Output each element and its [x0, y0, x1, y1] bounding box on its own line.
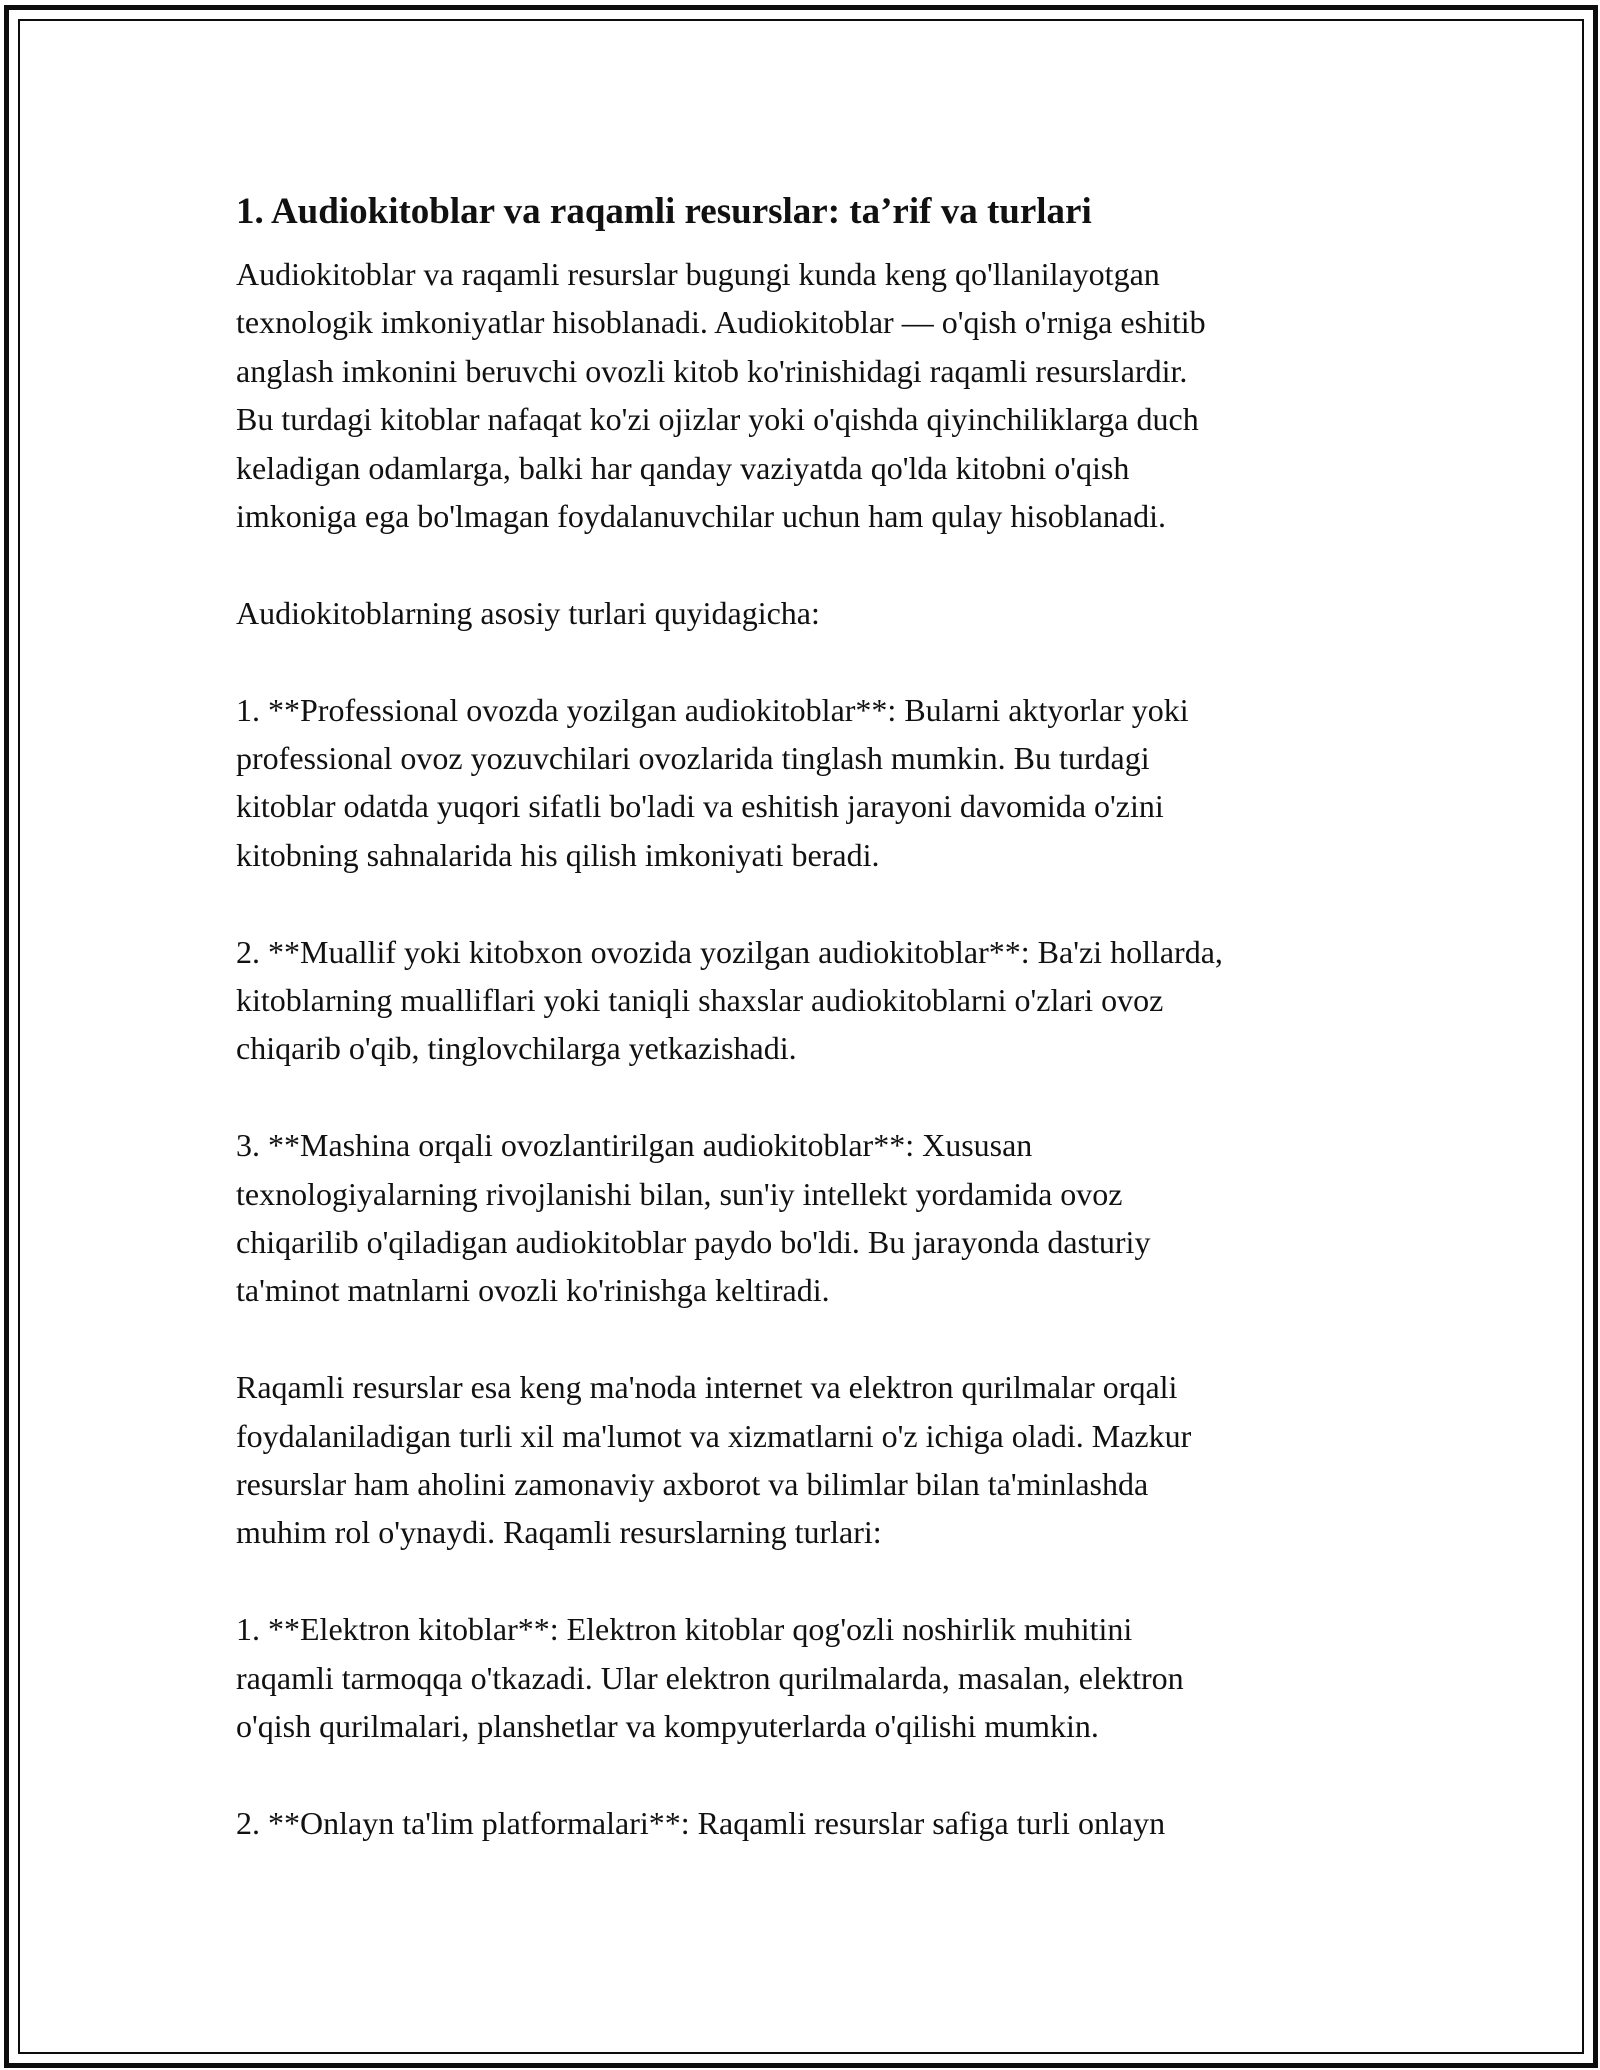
section-heading: 1. Audiokitoblar va raqamli resurslar: ta’rif va turlari	[236, 191, 1092, 232]
paragraph-intro: Audiokitoblar va raqamli resurslar bugungi kunda keng qo'llanilayotgan texnologik imkoniyatlar hisoblanadi. Audiokitoblar — o'qish o'rniga eshitib anglash imkonini beruvchi ovozli kitob ko'rinishidagi raqamli resurslardir. Bu turdagi kitoblar nafaqat ko'zi ojizlar yoki o'qishda qiyinchiliklarga duch keladigan odamlarga, balki har qanday vaziyatda qo'lda kitobni o'qish imkoniga ega bo'lmagan foydalanuvchilar uchun ham qulay hisoblanadi.	[236, 256, 1206, 535]
document-body	[236, 186, 1386, 1847]
paragraph-digital-resources: Raqamli resurslar esa keng ma'noda internet va elektron qurilmalar orqali foydalaniladigan turli xil ma'lumot va xizmatlarni o'z ichiga oladi. Mazkur resurslar ham aholini zamonaviy axborot va bilimlar bilan ta'minlashda muhim rol o'ynaydi. Raqamli resurslarning turlari:	[236, 1369, 1192, 1551]
paragraph-audiobook-types-lead: Audiokitoblarning asosiy turlari quyidagicha:	[236, 594, 820, 631]
list-item-online-platforms: 2. **Onlayn ta'lim platformalari**: Raqamli resurslar safiga turli onlayn	[236, 1804, 1166, 1841]
list-item-machine-audiobooks: 3. **Mashina orqali ovozlantirilgan audiokitoblar**: Xususan texnologiyalarning rivojlanishi bilan, sun'iy intellekt yordamida ovoz chiqarilib o'qiladigan audiokitoblar paydo bo'ldi. Bu jarayonda dasturiy ta'minot matnlarni ovozli ko'rinishga keltiradi.	[236, 1127, 1151, 1309]
list-item-author-audiobooks: 2. **Muallif yoki kitobxon ovozida yozilgan audiokitoblar**: Ba'zi hollarda, kitoblarning mualliflari yoki taniqli shaxslar audiokitoblarni o'zlari ovoz chiqarib o'qib, tinglovchilarga yetkazishadi.	[236, 933, 1223, 1067]
list-item-ebooks: 1. **Elektron kitoblar**: Elektron kitoblar qog'ozli noshirlik muhitini raqamli tarmoqqa o'tkazadi. Ular elektron qurilmalarda, masalan, elektron o'qish qurilmalari, planshetlar va kompyuterlarda o'qilishi mumkin.	[236, 1611, 1184, 1745]
list-item-professional-audiobooks: 1. **Professional ovozda yozilgan audiokitoblar**: Bularni aktyorlar yoki professional ovoz yozuvchilari ovozlarida tinglash mumkin. Bu turdagi kitoblar odatda yuqori sifatli bo'ladi va eshitish jarayoni davomida o'zini kitobning sahnalarida his qilish imkoniyati beradi.	[236, 691, 1189, 873]
